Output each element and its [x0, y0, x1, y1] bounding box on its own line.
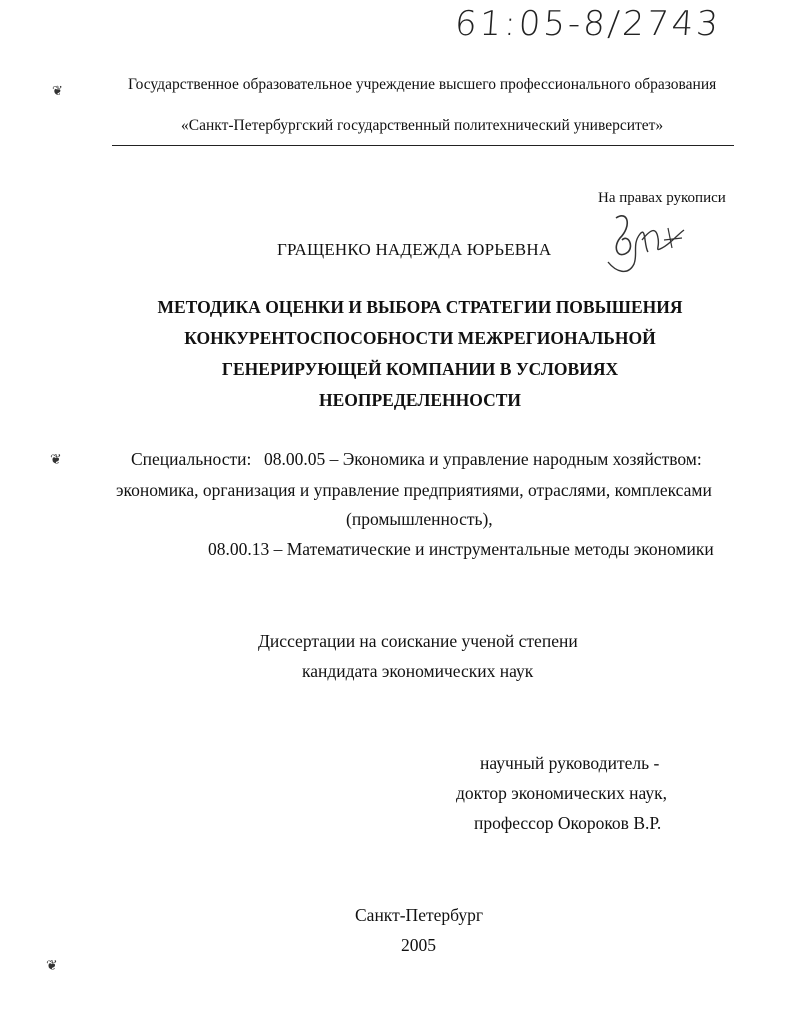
- signature-icon: [598, 200, 690, 282]
- year: 2005: [401, 935, 436, 955]
- degree-line-2: кандидата экономических наук: [302, 661, 534, 681]
- specialty-label: Специальности:: [131, 449, 252, 469]
- supervisor-degree: доктор экономических наук,: [456, 783, 667, 803]
- institution-name: Государственное образовательное учреждение высшего профессионального образования: [128, 76, 717, 93]
- archive-code: 61:05-8/2743: [453, 4, 723, 44]
- title-line: НЕОПРЕДЕЛЕННОСТИ: [318, 390, 522, 410]
- specialty-code-1: 08.00.05 – Экономика и управление народным хозяйством:: [264, 449, 702, 469]
- specialty-description-cont: (промышленность),: [346, 509, 493, 529]
- title-line: МЕТОДИКА ОЦЕНКИ И ВЫБОРА СТРАТЕГИИ ПОВЫШЕНИЯ: [157, 297, 683, 317]
- supervisor-name: профессор Окороков В.Р.: [474, 813, 662, 833]
- security-label: На правах рукописи: [598, 190, 726, 206]
- specialty-description: экономика, организация и управление предприятиями, отраслями, комплексами: [116, 480, 712, 500]
- city: Санкт-Петербург: [355, 905, 484, 925]
- title-line: ГЕНЕРИРУЮЩЕЙ КОМПАНИИ В УСЛОВИЯХ: [221, 359, 619, 379]
- university-name: «Санкт-Петербургский государственный политехнический университет»: [181, 117, 664, 134]
- supervisor-role: научный руководитель -: [480, 753, 660, 773]
- dissertation-title: [120, 292, 720, 416]
- author-name: ГРАЩЕНКО НАДЕЖДА ЮРЬЕВНА: [277, 240, 552, 259]
- specialty-code-2: 08.00.13 – Математические и инструментальные методы экономики: [208, 539, 714, 559]
- header-divider: [112, 145, 734, 146]
- scan-mark: ❦: [52, 84, 63, 99]
- title-line: КОНКУРЕНТОСПОСОБНОСТИ МЕЖРЕГИОНАЛЬНОЙ: [184, 328, 656, 348]
- degree-line-1: Диссертации на соискание ученой степени: [258, 631, 578, 651]
- scan-mark: ❦: [50, 452, 62, 468]
- scan-mark: ❦: [46, 958, 58, 974]
